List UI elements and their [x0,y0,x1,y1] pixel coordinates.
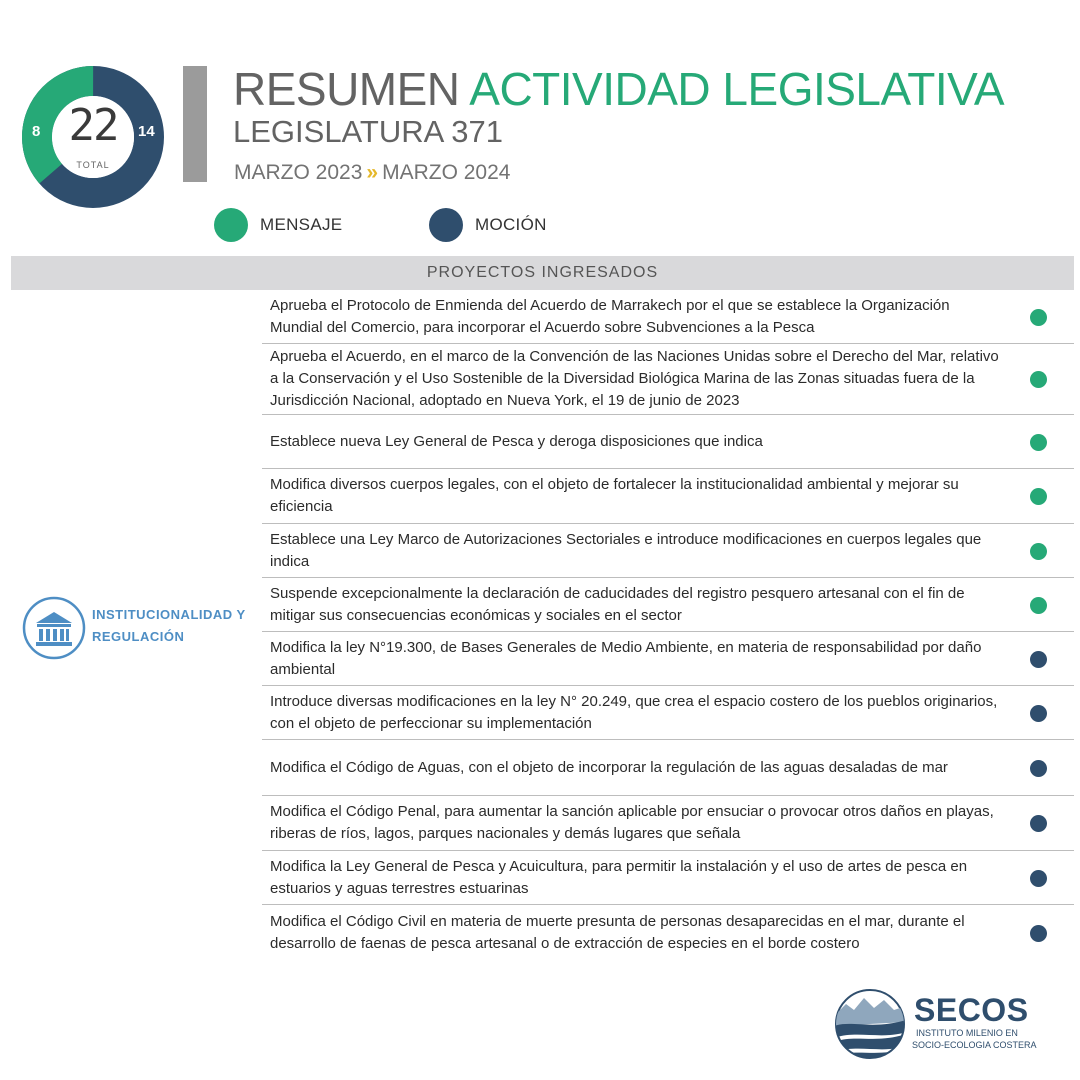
page-title-part2: ACTIVIDAD LEGISLATIVA [469,63,1005,115]
donut-mocion-count: 14 [138,123,155,140]
page-subtitle: LEGISLATURA 371 [233,114,503,149]
project-title: Modifica el Código Civil en materia de muerte presunta de personas desaparecidas en el mar, durante el desarrollo de faenas de pesca artesanal o de extracción de especies en el borde costero [270,912,965,952]
project-list [262,290,1074,960]
legend-item-mensaje [214,208,342,242]
project-type-dot-mocion [1030,925,1047,942]
project-title: Modifica la ley N°19.300, de Bases Generales de Medio Ambiente, en materia de responsabilidad por daño ambiental [270,638,982,678]
project-title: Modifica el Código Penal, para aumentar la sanción aplicable por ensuciar o provocar otros daños en playas, riberas de ríos, lagos, parques nacionales y demás lugares que señala [270,803,994,842]
project-title: Aprueba el Acuerdo, en el marco de la Convención de las Naciones Unidas sobre el Derecho del Mar, relativo a la Conservación y el Uso Sostenible de la Diversidad Biológica Marina de las Zonas situadas fuera de la Jurisdicción Nacional, adoptado en Nueva York, el 19 de junio de 2023 [270,348,999,409]
secos-logo-icon [832,986,912,1060]
project-type-dot-mensaje [1030,597,1047,614]
logo-subtitle-line1: INSTITUTO MILENIO EN [916,1028,1018,1038]
project-row [262,905,1074,960]
project-row [262,415,1074,469]
section-header: PROYECTOS INGRESADOS [11,256,1074,290]
project-title: Modifica diversos cuerpos legales, con el objeto de fortalecer la institucionalidad ambiental y mejorar su eficiencia [270,476,959,515]
project-type-dot-mocion [1030,651,1047,668]
page-title-part1: RESUMEN [233,63,460,115]
project-row [262,851,1074,905]
government-building-icon [22,596,86,660]
project-type-dot-mocion [1030,760,1047,777]
project-title: Aprueba el Protocolo de Enmienda del Acuerdo de Marrakech por el que se establece la Organización Mundial del Comercio, para incorporar el Acuerdo sobre Subvenciones a la Pesca [270,296,950,336]
period-range [234,160,510,186]
project-title: Modifica la Ley General de Pesca y Acuicultura, para permitir la instalación y el uso de artes de pesca en estuarios y aguas terrestres estuarinas [270,857,968,897]
project-title: Introduce diversas modificaciones en la ley N° 20.249, que crea el espacio costero de los pueblos originarios, con el objeto de perfeccionar su implementación [270,692,998,732]
page-title [233,64,1004,114]
project-row [262,632,1074,686]
project-row [262,469,1074,524]
legend-dot-mocion [429,208,463,242]
logo-name: SECOS [914,992,1029,1028]
total-donut-chart [22,66,164,208]
project-type-dot-mensaje [1030,371,1047,388]
project-type-dot-mocion [1030,705,1047,722]
legend-item-mocion [429,208,547,242]
project-type-dot-mensaje [1030,434,1047,451]
project-row [262,524,1074,578]
donut-mensaje-count: 8 [32,123,41,140]
donut-total-label: TOTAL [76,160,110,170]
project-row [262,578,1074,632]
legend-dot-mensaje [214,208,248,242]
project-type-dot-mensaje [1030,488,1047,505]
logo-subtitle-line2: SOCIO-ECOLOGIA COSTERA [912,1040,1037,1050]
project-title: Establece una Ley Marco de Autorizaciones Sectoriales e introduce modificaciones en cuerpos legales que indica [270,530,982,570]
project-type-dot-mensaje [1030,309,1047,326]
project-title: Modifica el Código de Aguas, con el objeto de incorporar la regulación de las aguas desaladas de mar [270,758,948,776]
project-type-dot-mocion [1030,870,1047,887]
project-type-dot-mocion [1030,815,1047,832]
project-row [262,796,1074,851]
project-row [262,686,1074,740]
title-accent-bar [183,66,207,182]
category-label: INSTITUCIONALIDAD Y REGULACIÓN [92,607,246,644]
project-title: Suspende excepcionalmente la declaración de caducidades del registro pesquero artesanal con el fin de mitigar sus consecuencias económicas y sociales en el sector [270,584,965,624]
donut-total-value: 22 [68,100,118,151]
project-title: Establece nueva Ley General de Pesca y deroga disposiciones que indica [270,432,763,450]
period-separator: » [366,161,379,184]
project-row [262,344,1074,415]
period-start: MARZO 2023 [234,161,363,184]
legend-label-mocion: MOCIÓN [475,215,547,234]
project-row [262,740,1074,796]
project-type-dot-mensaje [1030,543,1047,560]
period-end: MARZO 2024 [382,161,511,184]
legend-label-mensaje: MENSAJE [260,215,343,234]
project-row [262,290,1074,344]
